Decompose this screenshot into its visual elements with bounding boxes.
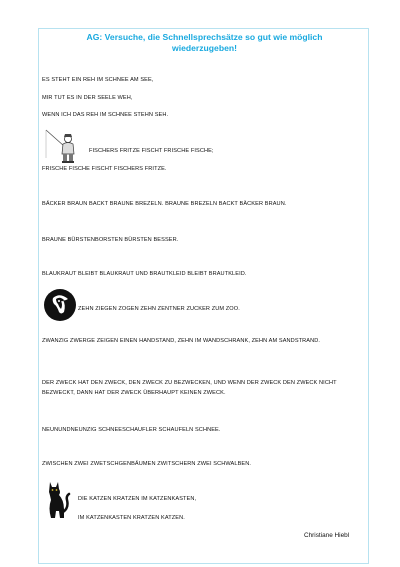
rhyme-reh-line-2: MIR TUT ES IN DER SEELE WEH, (42, 95, 133, 101)
fisherman-illustration (44, 128, 84, 164)
worksheet-title (39, 32, 370, 54)
author-signature: Christiane Hiebl (304, 532, 350, 539)
title-line-2: wiederzugeben! (172, 43, 237, 53)
title-line-1: AG: Versuche, die Schnellsprechsätze so gut wie möglich (86, 32, 323, 42)
rhyme-ziegen: ZEHN ZIEGEN ZOGEN ZEHN ZENTNER ZUCKER ZUM ZOO. (78, 306, 240, 312)
rhyme-zwerge: ZWANZIG ZWERGE ZEIGEN EINEN HANDSTAND, ZEHN IM WANDSCHRANK, ZEHN AM SANDSTRAND. (42, 338, 321, 344)
rhyme-fischer-line-1: FISCHERS FRITZE FISCHT FRISCHE FISCHE; (89, 148, 214, 154)
rhyme-reh-line-1: ES STEHT EIN REH IM SCHNEE AM SEE, (42, 77, 154, 83)
black-cat-illustration (42, 478, 72, 520)
rhyme-zwetschgen: ZWISCHEN ZWEI ZWETSCHGENBÄUMEN ZWITSCHERN ZWEI SCHWALBEN. (42, 461, 252, 467)
rhyme-baecker: BÄCKER BRAUN BACKT BRAUNE BREZELN. BRAUNE BREZELN BACKT BÄCKER BRAUN. (42, 201, 287, 207)
rhyme-schneeschaufler: NEUNUNDNEUNZIG SCHNEESCHAUFLER SCHAUFELN SCHNEE. (42, 427, 221, 433)
rhyme-buersten: BRAUNE BÜRSTENBORSTEN BÜRSTEN BESSER. (42, 237, 179, 243)
rhyme-fischer-line-2: FRISCHE FISCHE FISCHT FISCHERS FRITZE. (42, 166, 167, 172)
rhyme-blaukraut: BLAUKRAUT BLEIBT BLAUKRAUT UND BRAUTKLEID BLEIBT BRAUTKLEID. (42, 271, 247, 277)
rhyme-reh-line-3: WENN ICH DAS REH IM SCHNEE STEHN SEH. (42, 112, 169, 118)
rhyme-katzen-line-2: IM KATZENKASTEN KRATZEN KATZEN. (78, 515, 185, 521)
worksheet (38, 28, 369, 564)
goat-emblem-illustration (43, 288, 77, 322)
rhyme-zweck: DER ZWECK HAT DEN ZWECK, DEN ZWECK ZU BEZWECKEN, UND WENN DER ZWECK DEN ZWECK NICHT BEZWECKT, DANN HAT DER ZWECK ÜBERHAUPT KEINEN ZWECK. (42, 380, 337, 396)
rhyme-katzen-line-1: DIE KATZEN KRATZEN IM KATZENKASTEN, (78, 496, 197, 502)
